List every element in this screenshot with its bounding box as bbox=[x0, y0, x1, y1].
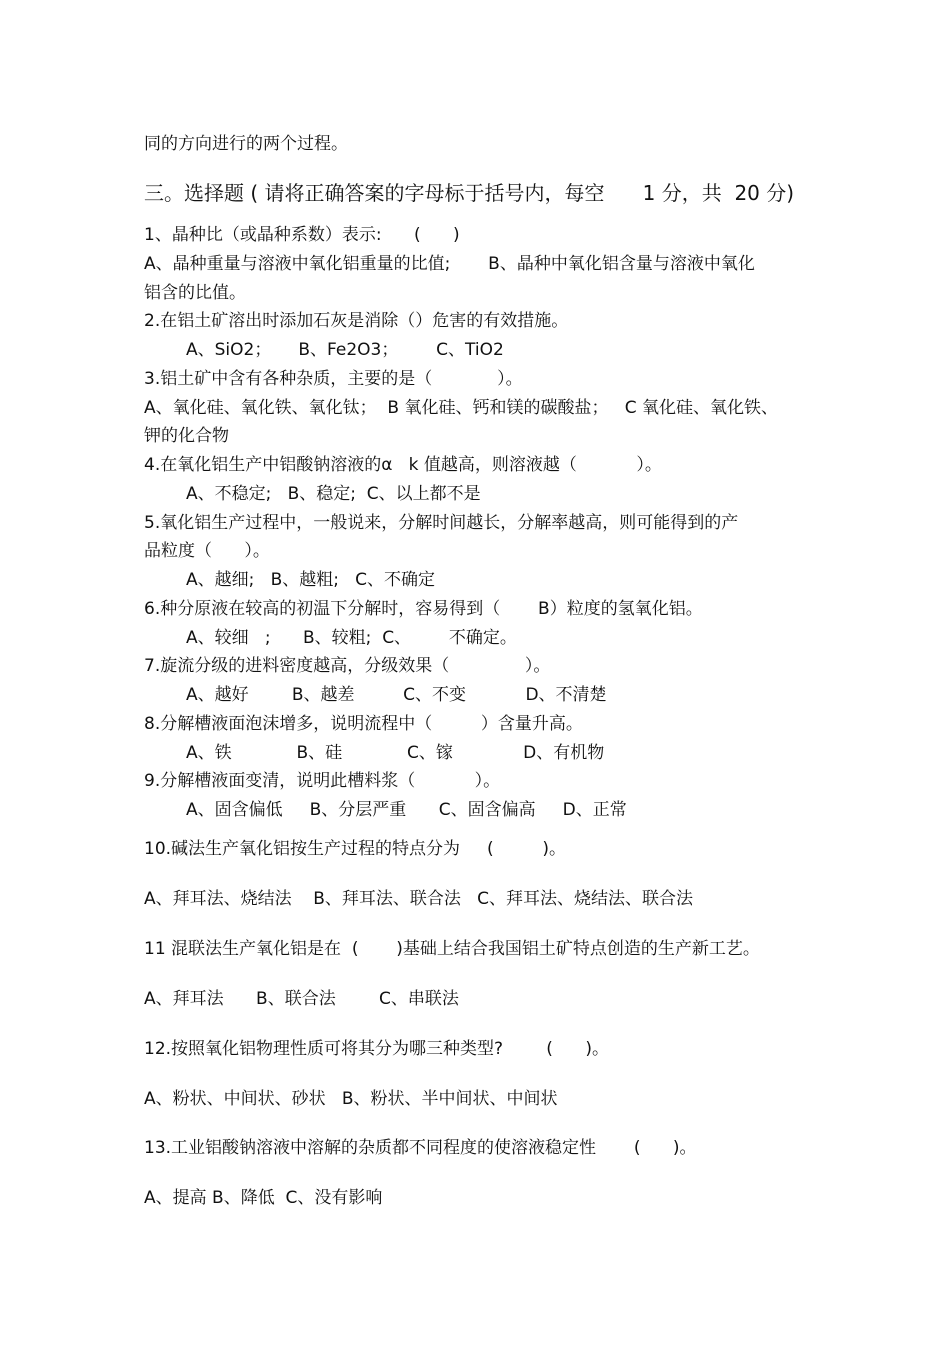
question-10-options: A、拜耳法、烧结法 B、拜耳法、联合法 C、拜耳法、烧结法、联合法 bbox=[144, 889, 693, 909]
question-7-stem: 7.旋流分级的进料密度越高，分级效果（ ）。 bbox=[144, 656, 551, 676]
question-9-stem: 9.分解槽液面变清，说明此槽料浆（ ）。 bbox=[144, 771, 501, 791]
question-5-stem-line-2: 品粒度（ ）。 bbox=[144, 541, 270, 561]
question-10-stem: 10.碱法生产氧化铝按生产过程的特点分为 ( )。 bbox=[144, 839, 566, 859]
question-8-stem: 8.分解槽液面泡沫增多，说明流程中（ ）含量升高。 bbox=[144, 714, 583, 734]
question-2-options: A、SiO2； B、Fe2O3； C、TiO2 bbox=[186, 340, 504, 360]
question-1-options-line-2: 铝含的比值。 bbox=[144, 283, 246, 303]
continuation-text: 同的方向进行的两个过程。 bbox=[144, 134, 348, 154]
question-5-options: A、越细; B、越粗; C、不确定 bbox=[186, 570, 436, 590]
question-12-options: A、粉状、中间状、砂状 B、粉状、半中间状、中间状 bbox=[144, 1089, 558, 1109]
question-3-options-line-1: A、氧化硅、氧化铁、氧化钛； B 氧化硅、钙和镁的碳酸盐； C 氧化硅、氧化铁、 bbox=[144, 398, 778, 418]
question-12-stem: 12.按照氧化铝物理性质可将其分为哪三种类型? ( )。 bbox=[144, 1039, 609, 1059]
question-3-options-line-2: 钾的化合物 bbox=[144, 426, 229, 446]
question-11-options: A、拜耳法 B、联合法 C、串联法 bbox=[144, 989, 459, 1009]
question-8-options: A、铁 B、硅 C、镓 D、有机物 bbox=[186, 743, 605, 763]
question-3-stem: 3.铝土矿中含有各种杂质，主要的是（ ）。 bbox=[144, 369, 523, 389]
section-heading: 三。选择题 ( 请将正确答案的字母标于括号内，每空 1 分，共 20 分) bbox=[144, 181, 795, 205]
question-1-stem: 1、晶种比（或晶种系数）表示: ( ) bbox=[144, 225, 460, 245]
question-4-stem: 4.在氧化铝生产中铝酸钠溶液的α k 值越高，则溶液越（ ）。 bbox=[144, 455, 662, 475]
question-9-options: A、固含偏低 B、分层严重 C、固含偏高 D、正常 bbox=[186, 800, 627, 820]
question-2-stem: 2.在铝土矿溶出时添加石灰是消除（）危害的有效措施。 bbox=[144, 311, 569, 331]
question-1-options-line-1: A、晶种重量与溶液中氧化铝重量的比值; B、晶种中氧化铝含量与溶液中氧化 bbox=[144, 254, 755, 274]
question-13-options: A、提高 B、降低 C、没有影响 bbox=[144, 1188, 383, 1208]
question-4-options: A、不稳定; B、稳定; C、以上都不是 bbox=[186, 484, 481, 504]
question-13-stem: 13.工业铝酸钠溶液中溶解的杂质都不同程度的使溶液稳定性 ( )。 bbox=[144, 1138, 697, 1158]
question-5-stem-line-1: 5.氧化铝生产过程中，一般说来，分解时间越长，分解率越高，则可能得到的产 bbox=[144, 513, 739, 533]
question-11-stem: 11 混联法生产氧化铝是在 ( )基础上结合我国铝土矿特点创造的生产新工艺。 bbox=[144, 939, 760, 959]
question-6-options: A、较细 ; B、较粗; C、 不确定。 bbox=[186, 628, 517, 648]
question-7-options: A、越好 B、越差 C、不变 D、不清楚 bbox=[186, 685, 607, 705]
question-6-stem: 6.种分原液在较高的初温下分解时，容易得到（ B）粒度的氢氧化铝。 bbox=[144, 599, 703, 619]
